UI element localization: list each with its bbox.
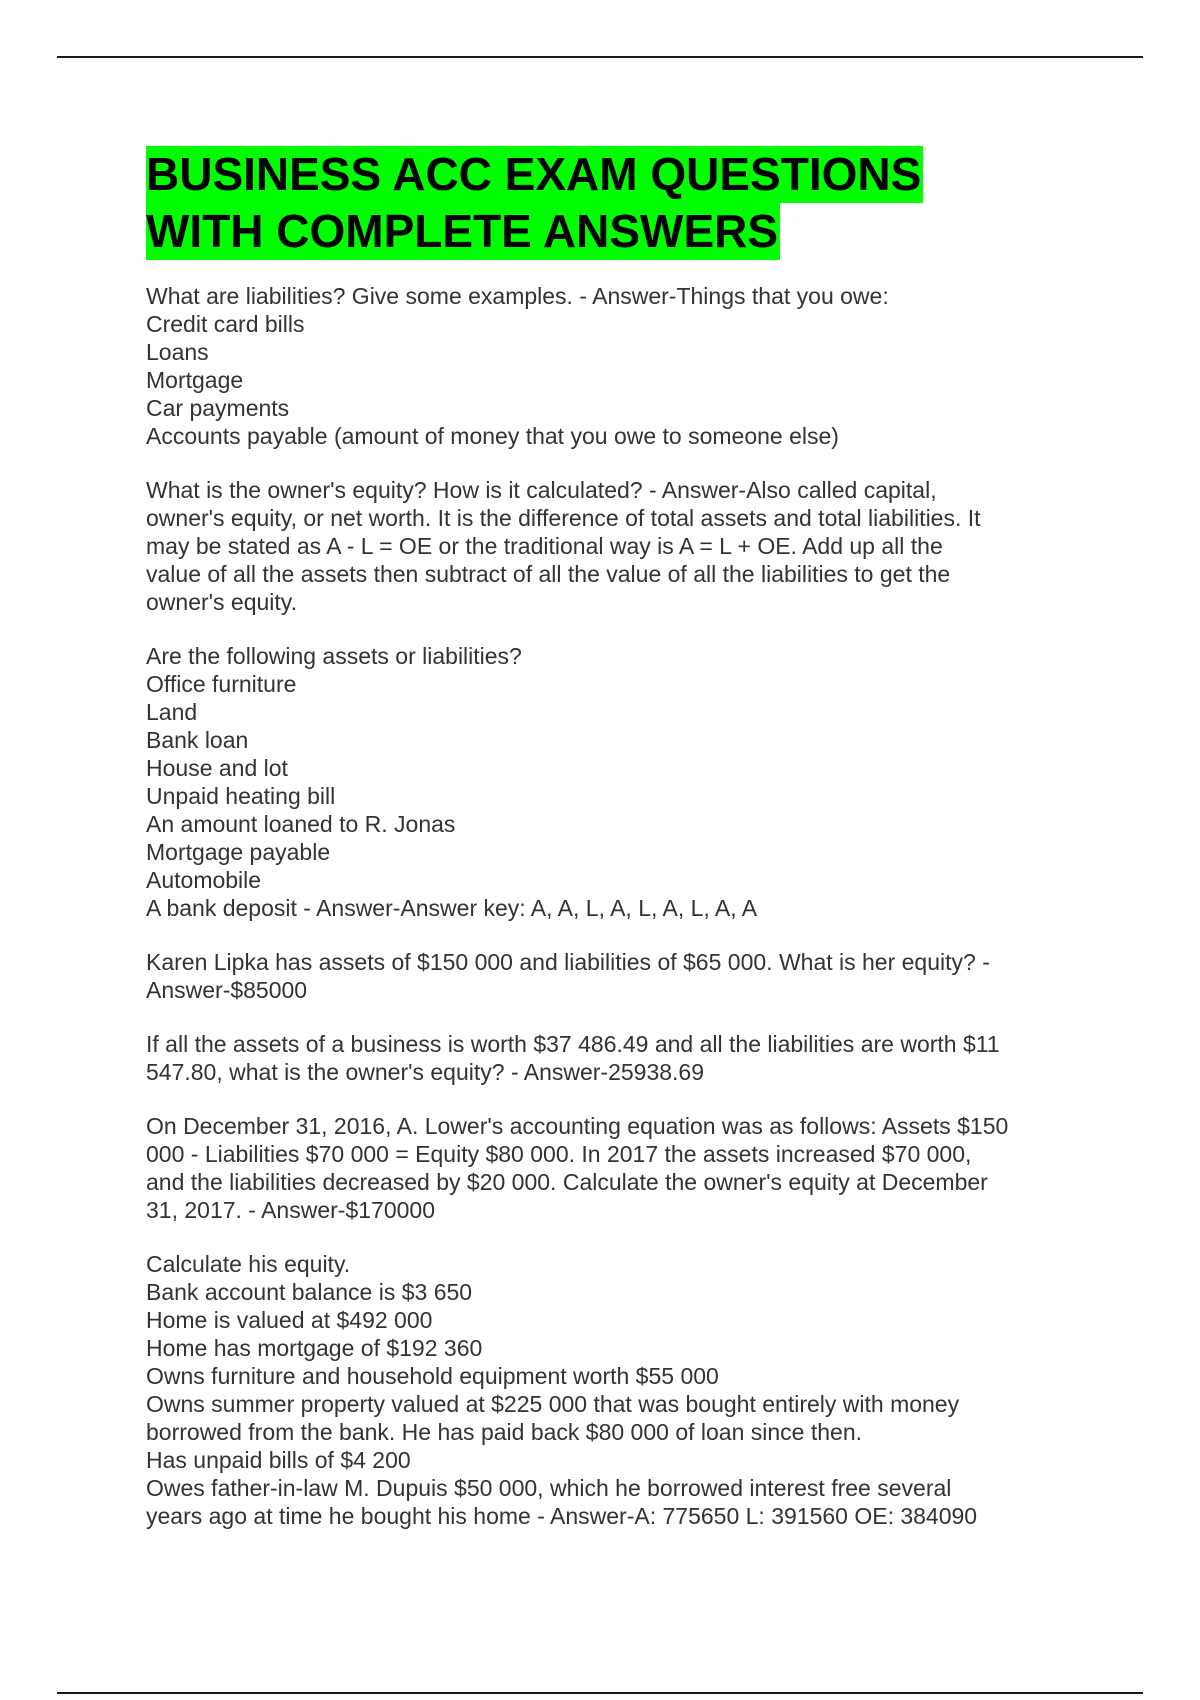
qa-block-calculate-equity: Calculate his equity. Bank account balance is $3 650 Home is valued at $492 000 Home has mortgage of $192 360 Owns furniture and household equipment worth $55 000 Owns summer property valued at $225 000 that was bought entirely with money borrowed from the bank. He has paid back $80 000 of loan since then. Has unpaid bills of $4 200 Owes father-in-law M. Dupuis $50 000, which he borrowed interest free several years ago at time he bought his home - Answer-A: 775650 L: 391560 OE: 384090 [146, 1251, 978, 1529]
qa-block-owners-equity: What is the owner's equity? How is it calculated? - Answer-Also called capital, owner's equity, or net worth. It is the difference of total assets and total liabilities. It may be stated as A - L = OE or the traditional way is A = L + OE. Add up all the value of all the assets then subtract of all the value of all the liabilities to get the owner's equity. [146, 477, 981, 615]
document-title [146, 146, 1066, 260]
qa-block-karen-lipka: Karen Lipka has assets of $150 000 and liabilities of $65 000. What is her equity? - Answer-$85000 [146, 949, 990, 1003]
document-body [146, 146, 1066, 1556]
qa-block-lower-equation: On December 31, 2016, A. Lower's accounting equation was as follows: Assets $150 000 - Liabilities $70 000 = Equity $80 000. In 2017 the assets increased $70 000, and the liabilities decreased by $20 000. Calculate the owner's equity at December 31, 2017. - Answer-$170000 [146, 1113, 1009, 1223]
title-line-2: WITH COMPLETE ANSWERS [146, 203, 780, 260]
qa-block-assets-or-liabilities: Are the following assets or liabilities? Office furniture Land Bank loan House and lot Unpaid heating bill An amount loaned to R. Jonas Mortgage payable Automobile A bank deposit - Answer-Answer key: A, A, L, A, L, A, L, A, A [146, 643, 758, 921]
bottom-rule [57, 1692, 1143, 1694]
title-line-1: BUSINESS ACC EXAM QUESTIONS [146, 146, 923, 203]
qa-block-business-assets: If all the assets of a business is worth $37 486.49 and all the liabilities are worth $11 547.80, what is the owner's equity? - Answer-25938.69 [146, 1031, 1000, 1085]
top-rule [57, 56, 1143, 58]
qa-block-liabilities: What are liabilities? Give some examples. - Answer-Things that you owe: Credit card bills Loans Mortgage Car payments Accounts payable (amount of money that you owe to someone else) [146, 283, 889, 449]
